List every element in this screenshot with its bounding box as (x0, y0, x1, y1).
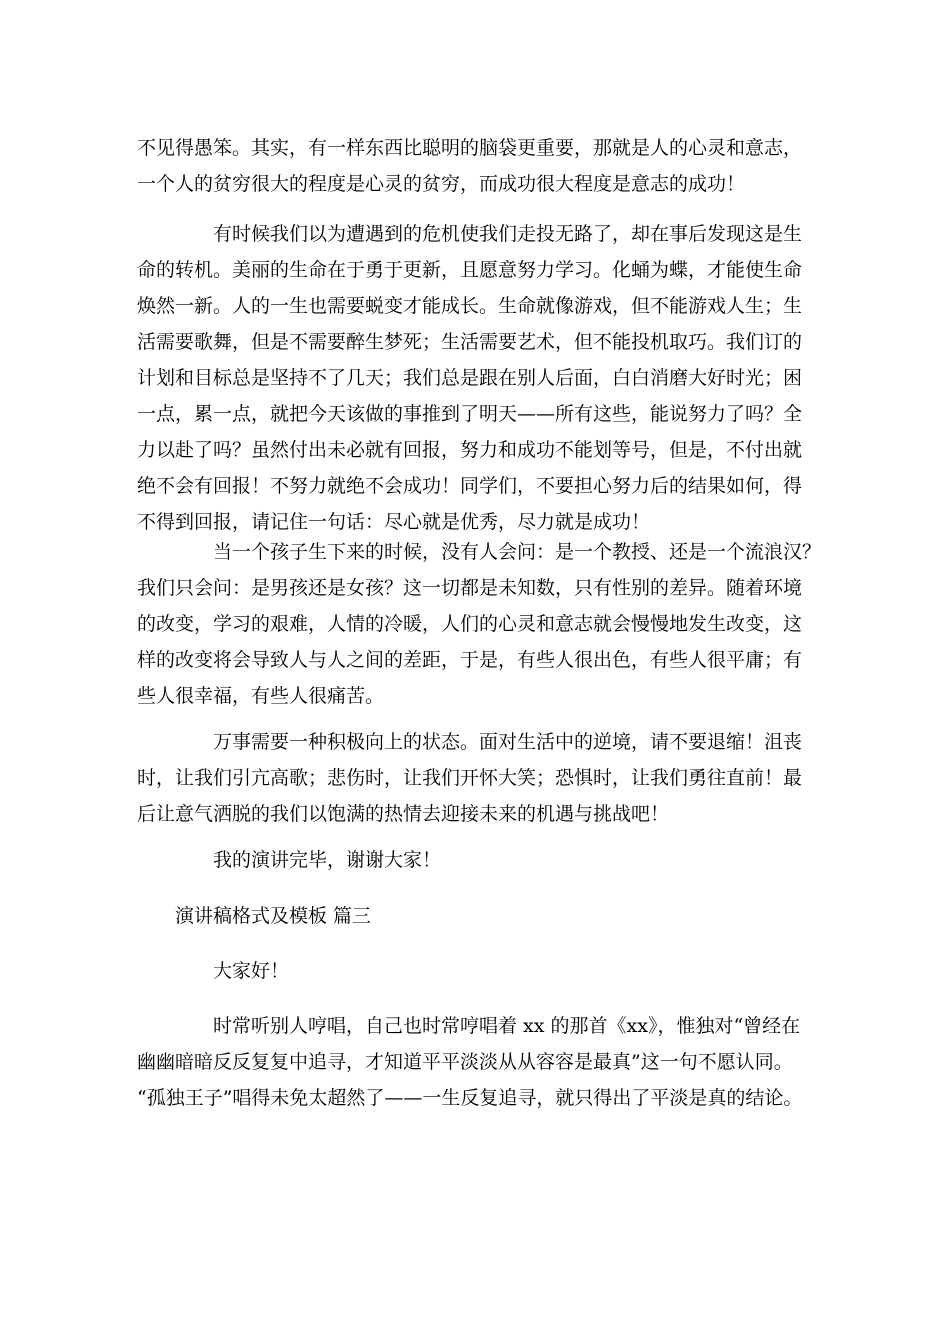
paragraph-line: 时，让我们引亢高歌；悲伤时，让我们开怀大笑；恐惧时，让我们勇往直前！最 (137, 767, 803, 789)
paragraph-line: 我们只会问：是男孩还是女孩？这一切都是未知数，只有性别的差异。随着环境 (137, 577, 803, 599)
paragraph-line: 绝不会有回报！不努力就绝不会成功！同学们，不要担心努力后的结果如何，得 (137, 475, 803, 497)
paragraph-3 (137, 534, 827, 714)
paragraph-line: 幽幽暗暗反反复复中追寻，才知道平平淡淡从从容容是最真”这一句不愿认同。 (137, 1051, 793, 1073)
paragraph-line: 不得到回报，请记住一句话：尽心就是优秀，尽力就是成功！ (137, 511, 651, 533)
paragraph-2 (137, 216, 827, 540)
paragraph-line: 力以赴了吗？虽然付出未必就有回报，努力和成功不能划等号，但是，不付出就 (137, 439, 803, 461)
paragraph-line: 样的改变将会导致人与人之间的差距，于是，有些人很出色，有些人很平庸；有 (137, 649, 803, 671)
paragraph-line: 一个人的贫穷很大的程度是心灵的贫穷，而成功很大程度是意志的成功！ (137, 173, 746, 195)
paragraph-line: 后让意气洒脱的我们以饱满的热情去迎接未来的机遇与挑战吧！ (137, 803, 670, 825)
paragraph-line: 些人很幸福，有些人很痛苦。 (137, 685, 385, 707)
paragraph-line: 命的转机。美丽的生命在于勇于更新，且愿意努力学习。化蛹为蝶，才能使生命 (137, 259, 803, 281)
paragraph-line: 万事需要一种积极向上的状态。面对生活中的逆境，请不要退缩！沮丧 (213, 731, 803, 753)
paragraph-line: “孤独王子”唱得未免太超然了——一生反复追寻，就只得出了平淡是真的结论。 (137, 1087, 803, 1109)
greeting-line: 大家好！ (213, 960, 290, 982)
paragraph-line: 的改变，学习的艰难，人情的冷暖，人们的心灵和意志就会慢慢地发生改变，这 (137, 613, 803, 635)
paragraph-line: 一点，累一点，就把今天该做的事推到了明天——所有这些，能说努力了吗？全 (137, 403, 803, 425)
section-heading: 演讲稿格式及模板 篇三 (175, 905, 372, 927)
paragraph-last (137, 1008, 827, 1116)
paragraph-line: 焕然一新。人的一生也需要蜕变才能成长。生命就像游戏，但不能游戏人生；生 (137, 295, 803, 317)
paragraph-4 (137, 724, 827, 832)
paragraph-line: 时常听别人哼唱，自己也时常哼唱着 xx 的那首《xx》，惟独对“曾经在 (213, 1015, 801, 1037)
paragraph-1 (137, 130, 827, 202)
paragraph-line: 计划和目标总是坚持不了几天；我们总是跟在别人后面，白白消磨大好时光；困 (137, 367, 803, 389)
greeting-paragraph (137, 953, 827, 989)
paragraph-5 (137, 842, 827, 878)
paragraph-line: 当一个孩子生下来的时候，没有人会问：是一个教授、还是一个流浪汉？ (213, 541, 822, 563)
paragraph-line: 活需要歌舞，但是不需要醉生梦死；生活需要艺术，但不能投机取巧。我们订的 (137, 331, 803, 353)
paragraph-line: 不见得愚笨。其实，有一样东西比聪明的脑袋更重要，那就是人的心灵和意志， (137, 137, 803, 159)
paragraph-line: 有时候我们以为遭遇到的危机使我们走投无路了，却在事后发现这是生 (213, 223, 803, 245)
paragraph-line: 我的演讲完毕，谢谢大家！ (213, 849, 442, 871)
